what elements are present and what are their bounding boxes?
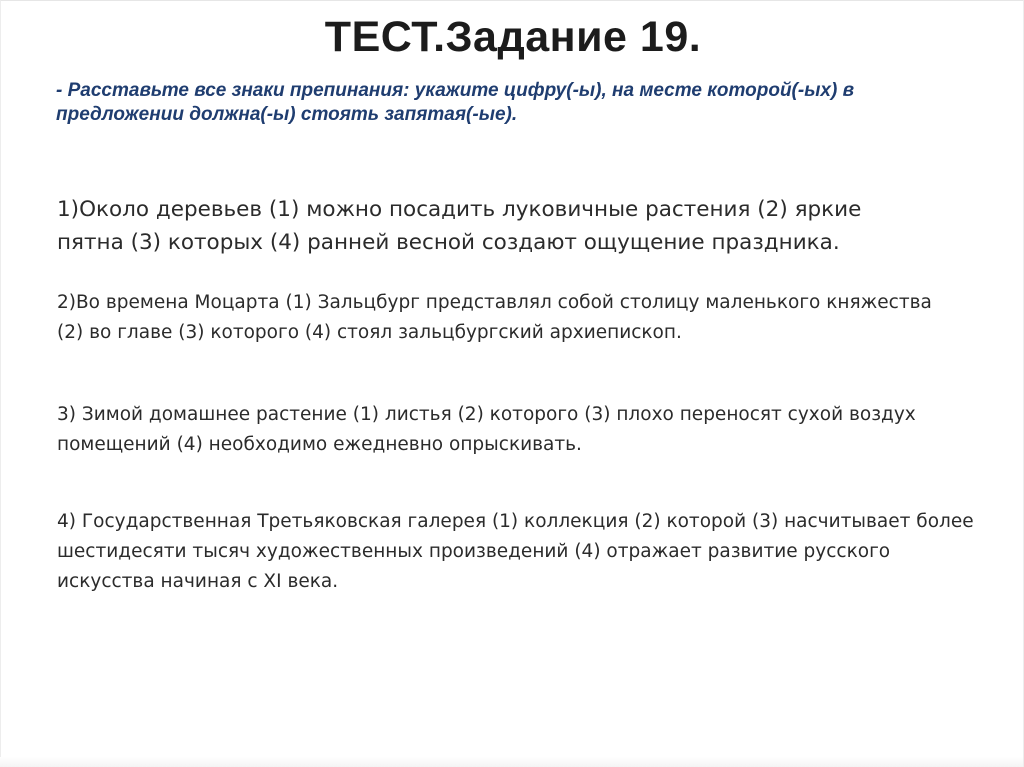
- task-item-1: 1)Около деревьев (1) можно посадить луковичные растения (2) яркие пятна (3) которых (4) ранней весной создают ощущение праздника.: [57, 197, 862, 255]
- task-item-3: 3) Зимой домашнее растение (1) листья (2) которого (3) плохо переносят сухой воздух помещений (4) необходимо ежедневно опрыскивать.: [57, 404, 916, 455]
- task-instruction: - Расставьте все знаки препинания: укажите цифру(-ы), на месте которой(-ых) в предложении должна(-ы) стоять запятая(-ые).: [56, 80, 855, 125]
- slide-title: ТЕСТ.Задание 19.: [324, 13, 702, 61]
- task-item-2: 2)Во времена Моцарта (1) Зальцбург представлял собой столицу маленького княжества (2) во главе (3) которого (4) стоял зальцбургский архиепископ.: [57, 292, 932, 343]
- task-item-4: 4) Государственная Третьяковская галерея (1) коллекция (2) которой (3) насчитывает более шестидесяти тысяч художественных произведений (4) отражает развитие русского искусства начиная с XI века.: [57, 511, 974, 592]
